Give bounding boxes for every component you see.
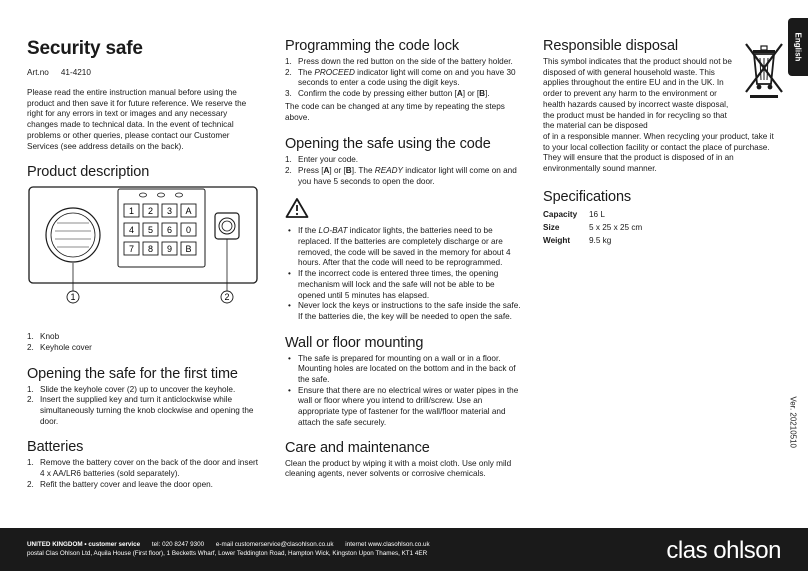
- version-label: Ver. 20210510: [789, 396, 798, 448]
- mounting-heading: Wall or floor mounting: [285, 334, 424, 351]
- product-description-heading: Product description: [27, 164, 150, 181]
- list-item: 1. Press down the red button on the side of the battery holder.: [285, 57, 513, 66]
- keypad-key-label: 6: [166, 225, 173, 236]
- programming-section: [285, 38, 523, 123]
- keypad-key-label: 7: [128, 244, 135, 255]
- mounting-section: [285, 335, 523, 429]
- column-1: [27, 30, 259, 501]
- warning-triangle-icon: [285, 197, 309, 219]
- table-row: Weight 9.5 kg: [543, 235, 612, 245]
- art-number: 41-4210: [60, 68, 91, 77]
- keypad-key-label: B: [185, 244, 192, 255]
- crossed-bin-icon: [740, 40, 788, 100]
- footer: [0, 528, 808, 571]
- footer-tel: 020 8247 9300: [162, 541, 205, 548]
- keypad-key-label: 8: [147, 244, 154, 255]
- part-list: [27, 332, 259, 353]
- intro-text: Please read the entire instruction manual before using the product and then save it for future reference. We reserve the right for any errors in text or images and any necessary changes made to technical data. In the event of technical problems or other queries, please contact our Customer Services (see address details on the back).: [27, 88, 247, 151]
- programming-heading: Programming the code lock: [285, 38, 459, 54]
- column-3: [543, 38, 778, 257]
- list-item: 2. Refit the battery cover and leave the door open.: [27, 479, 213, 489]
- disposal-heading: Responsible disposal: [543, 38, 679, 54]
- list-item: 2. The PROCEED indicator light will come on and you have 30 seconds to enter a code using the digit keys.: [285, 67, 516, 88]
- callout-2: 2: [224, 292, 230, 303]
- first-time-section: [27, 366, 259, 428]
- care-section: [285, 440, 523, 480]
- footer-website: www.clasohlson.co.uk: [368, 541, 430, 548]
- article-number: [27, 68, 259, 77]
- keypad-key-label: 4: [128, 225, 135, 236]
- keypad-key-label: A: [185, 206, 192, 217]
- list-item: • Never lock the keys or instructions to the safe inside the safe. If the batteries die, the key will be needed to open the safe.: [285, 301, 523, 322]
- specifications-section: [543, 189, 778, 247]
- table-row: Size 5 x 25 x 25 cm: [543, 222, 643, 232]
- footer-contact-line: UNITED KINGDOM • customer service tel: 020 8247 9300 e-mail customerservice@clasohlson.co.uk internet www.clasohlson.co.uk: [27, 541, 430, 548]
- callout-1: 1: [70, 292, 76, 303]
- keypad-key-label: 0: [185, 225, 192, 236]
- care-heading: Care and maintenance: [285, 439, 430, 456]
- part-item: 1. Knob: [27, 332, 60, 342]
- language-tab: [788, 18, 808, 76]
- part-item: 2. Keyhole cover: [27, 342, 92, 352]
- opening-heading: Opening the safe using the code: [285, 136, 491, 153]
- art-label: Art.no: [27, 68, 49, 77]
- specifications-heading: Specifications: [543, 188, 632, 205]
- list-item: • If the incorrect code is entered three times, the opening mechanism will lock and the safe will not be able to be opened until 5 minutes has elapsed.: [285, 269, 523, 301]
- list-item: 1. Enter your code.: [285, 155, 359, 165]
- footer-postal-line: postal Clas Ohlson Ltd, Aquila House (First floor), 1 Becketts Wharf, Lower Teddington Road, Hampton Wick, Kingston Upon Thames, KT1 4ER: [27, 550, 428, 557]
- care-text: Clean the product by wiping it with a moist cloth. Use only mild cleaning agents, never solvents or corrosive chemicals.: [285, 458, 512, 479]
- list-item: 3. Confirm the code by pressing either button [A] or [B].: [285, 89, 490, 99]
- warning-block: [285, 197, 523, 322]
- keypad-key-label: 5: [147, 225, 154, 236]
- product-title: Security safe: [27, 38, 143, 59]
- keypad-key-label: 2: [147, 206, 154, 217]
- batteries-section: [27, 439, 259, 490]
- column-2: [285, 38, 523, 490]
- product-description-section: [27, 164, 259, 353]
- footer-email: customerservice@clasohlson.co.uk: [234, 541, 334, 548]
- first-time-heading: Opening the safe for the first time: [27, 365, 238, 382]
- list-item: • Ensure that there are no electrical wires or water pipes in the wall or floor where you intend to drill/screw. Use an appropriate type of fastener for the wall/floor material and attach the safe securely.: [285, 386, 523, 429]
- disposal-text-continued: of in a responsible manner. When recycling your product, take it to your local collection facility or contact the place of purchase. They will ensure that the product is disposed of in an environmentally sound manner.: [543, 131, 774, 174]
- safe-illustration: [27, 183, 259, 323]
- spec-table: [543, 208, 642, 247]
- disposal-text: This symbol indicates that the product should not be disposed of with general household waste. This applies throughout the entire EU and in the UK. In order to prevent any harm to the environment or health hazards caused by incorrect waste disposal, the product must be handed in for recycling so that the material can be disposed: [543, 57, 732, 131]
- list-item: 2. Insert the supplied key and turn it anticlockwise while simultaneously turning the knob clockwise and opening the door.: [27, 395, 254, 426]
- batteries-heading: Batteries: [27, 439, 84, 456]
- list-item: 2. Press [A] or [B]. The READY indicator light will come on and you have 5 seconds to open the door.: [285, 165, 517, 186]
- list-item: • The safe is prepared for mounting on a wall or in a floor. Mounting holes are located on the bottom and in the back of the safe.: [285, 354, 523, 386]
- language-tab-label: English: [793, 32, 803, 62]
- brand-logo: clas ohlson: [666, 537, 781, 564]
- keypad-key-label: 1: [128, 206, 135, 217]
- keypad-key-label: 3: [166, 206, 173, 217]
- list-item: • If the LO-BAT indicator lights, the batteries need to be replaced. If the batteries are completely discharge or are removed, the code will be saved in the memory for about 4 hours. After that the code will need to be reprogrammed.: [285, 226, 523, 269]
- knob-icon: [46, 208, 100, 262]
- list-item: 1. Slide the keyhole cover (2) up to uncover the keyhole.: [27, 384, 236, 394]
- keypad-key-label: 9: [166, 244, 173, 255]
- list-item: 1. Remove the battery cover on the back of the door and insert 4 x AA/LR6 batteries (sold separately).: [27, 458, 259, 479]
- programming-note: The code can be changed at any time by repeating the steps above.: [285, 101, 505, 122]
- opening-section: [285, 136, 523, 187]
- keyhole-cover-icon: [215, 213, 239, 239]
- disposal-section: [543, 38, 778, 175]
- table-row: Capacity 16 L: [543, 209, 605, 219]
